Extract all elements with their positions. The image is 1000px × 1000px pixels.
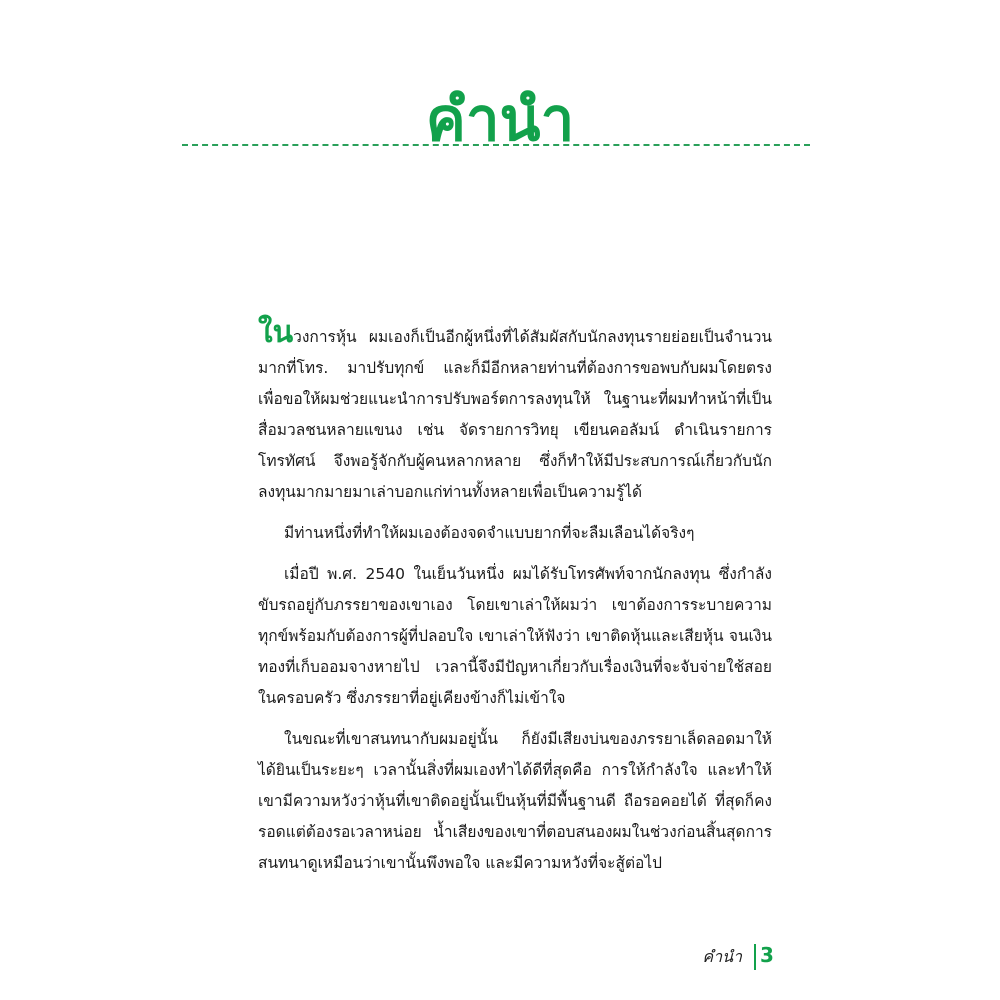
- footer-divider: [754, 944, 756, 970]
- drop-cap: ใน: [258, 315, 294, 350]
- paragraph-1-text: วงการหุ้น ผมเองก็เป็นอีกผู้หนึ่งที่ได้สัมผัสกับนักลงทุนรายย่อยเป็นจำนวนมากที่โทร. มาปรับทุกข์ และก็มีอีกหลายท่านที่ต้องการขอพบกับผมโดยตรง เพื่อขอให้ผมช่วยแนะนำการปรับพอร์ตการลงทุนให้ ในฐานะที่ผมทำหน้าที่เป็นสื่อมวลชนหลายแขนง เช่น จัดรายการวิทยุ เขียนคอลัมน์ ดำเนินรายการโทรทัศน์ จึงพอรู้จักกับผู้คนหลากหลาย ซึ่งก็ทำให้มีประสบการณ์เกี่ยวกับนักลงทุนมากมายมาเล่าบอกแก่ท่านทั้งหลายเพื่อเป็นความรู้ได้: [258, 328, 772, 501]
- title-dashed-divider: [182, 144, 810, 146]
- page-title: คำนำ: [425, 85, 575, 155]
- paragraph-1: [258, 315, 772, 508]
- paragraph-3: เมื่อปี พ.ศ. 2540 ในเย็นวันหนึ่ง ผมได้รับโทรศัพท์จากนักลงทุน ซึ่งกำลังขับรถอยู่กับภรรยาของเขาเอง โดยเขาเล่าให้ผมว่า เขาต้องการระบายความทุกข์พร้อมกับต้องการผู้ที่ปลอบใจ เขาเล่าให้ฟังว่า เขาติดหุ้นและเสียหุ้น จนเงินทองที่เก็บออมจางหายไป เวลานี้จึงมีปัญหาเกี่ยวกับเรื่องเงินที่จะจับจ่ายใช้สอยในครอบครัว ซึ่งภรรยาที่อยู่เคียงข้างก็ไม่เข้าใจ: [258, 565, 772, 707]
- page-footer: [0, 942, 768, 972]
- page-number: 3: [760, 943, 774, 967]
- paragraph-4: ในขณะที่เขาสนทนากับผมอยู่นั้น ก็ยังมีเสียงบ่นของภรรยาเล็ดลอดมาให้ได้ยินเป็นระยะๆ เวลานั้นสิ่งที่ผมเองทำได้ดีที่สุดคือ การให้กำลังใจ และทำให้เขามีความหวังว่าหุ้นที่เขาติดอยู่นั้นเป็นหุ้นที่มีพื้นฐานดี ถือรอคอยได้ ที่สุดก็คงรอดแต่ต้องรอเวลาหน่อย น้ำเสียงของเขาที่ตอบสนองผมในช่วงก่อนสิ้นสุดการสนทนาดูเหมือนว่าเขานั้นพึงพอใจ และมีความหวังที่จะสู้ต่อไป: [258, 730, 772, 872]
- preface-body: [258, 315, 772, 889]
- paragraph-2: มีท่านหนึ่งที่ทำให้ผมเองต้องจดจำแบบยากที่จะลืมเลือนได้จริงๆ: [284, 524, 695, 542]
- footer-section-label: คำนำ: [702, 947, 742, 966]
